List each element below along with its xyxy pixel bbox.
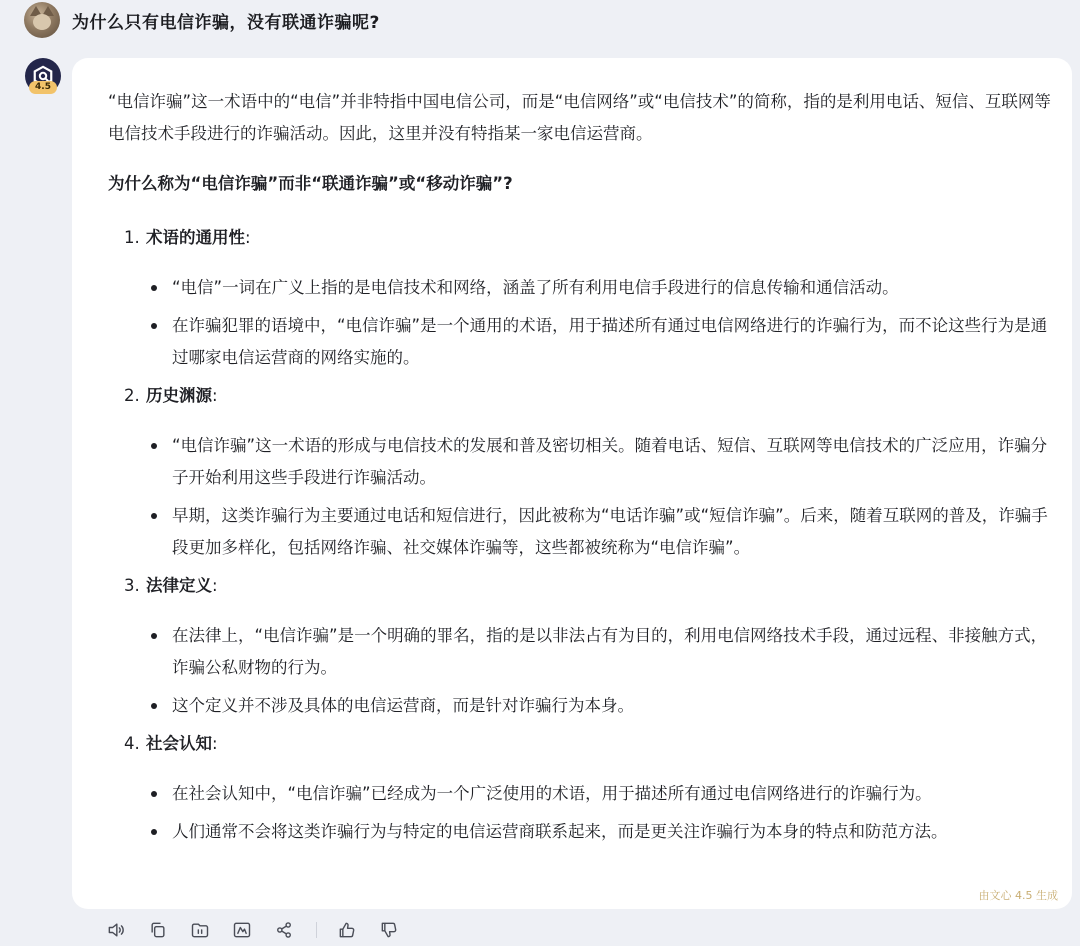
list-item: “电信”一词在广义上指的是电信技术和网络，涵盖了所有利用电信手段进行的信息传输和通信活动。	[148, 272, 1052, 304]
dislike-button[interactable]	[377, 918, 401, 942]
list-item: 在社会认知中，“电信诈骗”已经成为一个广泛使用的术语，用于描述所有通过电信网络进行的诈骗行为。	[148, 778, 1052, 810]
action-divider	[316, 922, 317, 938]
section-bullets	[148, 620, 1052, 722]
list-item: 这个定义并不涉及具体的电信运营商，而是针对诈骗行为本身。	[148, 690, 1052, 722]
speaker-icon	[106, 920, 126, 940]
section-bullets	[148, 778, 1052, 848]
user-message-row	[24, 0, 380, 40]
copy-icon	[148, 920, 168, 940]
thumbs-up-icon	[337, 920, 357, 940]
list-item: “电信诈骗”这一术语的形成与电信技术的发展和普及密切相关。随着电话、短信、互联网等电信技术的广泛应用，诈骗分子开始利用这些手段进行诈骗活动。	[148, 430, 1052, 494]
answer-body	[108, 86, 1052, 854]
section-title: 1. 术语的通用性:	[124, 228, 251, 247]
user-avatar[interactable]	[24, 2, 60, 38]
share-icon	[274, 920, 294, 940]
export-icon	[190, 920, 210, 940]
list-item: 人们通常不会将这类诈骗行为与特定的电信运营商联系起来，而是更关注诈骗行为本身的特点和防范方法。	[148, 816, 1052, 848]
chart-icon	[232, 920, 252, 940]
list-item: 在法律上，“电信诈骗”是一个明确的罪名，指的是以非法占有为目的，利用电信网络技术手段，通过远程、非接触方式，诈骗公私财物的行为。	[148, 620, 1052, 684]
section-bullets	[148, 272, 1052, 374]
answer-card	[72, 58, 1072, 909]
answer-subheading: 为什么称为“电信诈骗”而非“联通诈骗”或“移动诈骗”?	[108, 174, 513, 193]
read-aloud-button[interactable]	[104, 918, 128, 942]
copy-button[interactable]	[146, 918, 170, 942]
chart-button[interactable]	[230, 918, 254, 942]
list-item: 早期，这类诈骗行为主要通过电话和短信进行，因此被称为“电话诈骗”或“短信诈骗”。后来，随着互联网的普及，诈骗手段更加多样化，包括网络诈骗、社交媒体诈骗等，这些都被统称为“电信诈骗”。	[148, 500, 1052, 564]
like-button[interactable]	[335, 918, 359, 942]
model-version-badge: 4.5	[29, 81, 57, 94]
section-title: 4. 社会认知:	[124, 734, 218, 753]
share-button[interactable]	[272, 918, 296, 942]
answer-intro: “电信诈骗”这一术语中的“电信”并非特指中国电信公司，而是“电信网络”或“电信技术”的简称，指的是利用电话、短信、互联网等电信技术手段进行的诈骗活动。因此，这里并没有特指某一家电信运营商。	[108, 92, 1051, 143]
user-question: 为什么只有电信诈骗，没有联通诈骗呢?	[72, 12, 380, 33]
section-bullets	[148, 430, 1052, 564]
section-title: 2. 历史渊源:	[124, 386, 218, 405]
section-title: 3. 法律定义:	[124, 576, 218, 595]
answer-action-bar	[104, 918, 419, 942]
list-item: 在诈骗犯罪的语境中，“电信诈骗”是一个通用的术语，用于描述所有通过电信网络进行的诈骗行为，而不论这些行为是通过哪家电信运营商的网络实施的。	[148, 310, 1052, 374]
thumbs-down-icon	[379, 920, 399, 940]
export-button[interactable]	[188, 918, 212, 942]
generated-by-watermark: 由文心 4.5 生成	[978, 889, 1058, 902]
